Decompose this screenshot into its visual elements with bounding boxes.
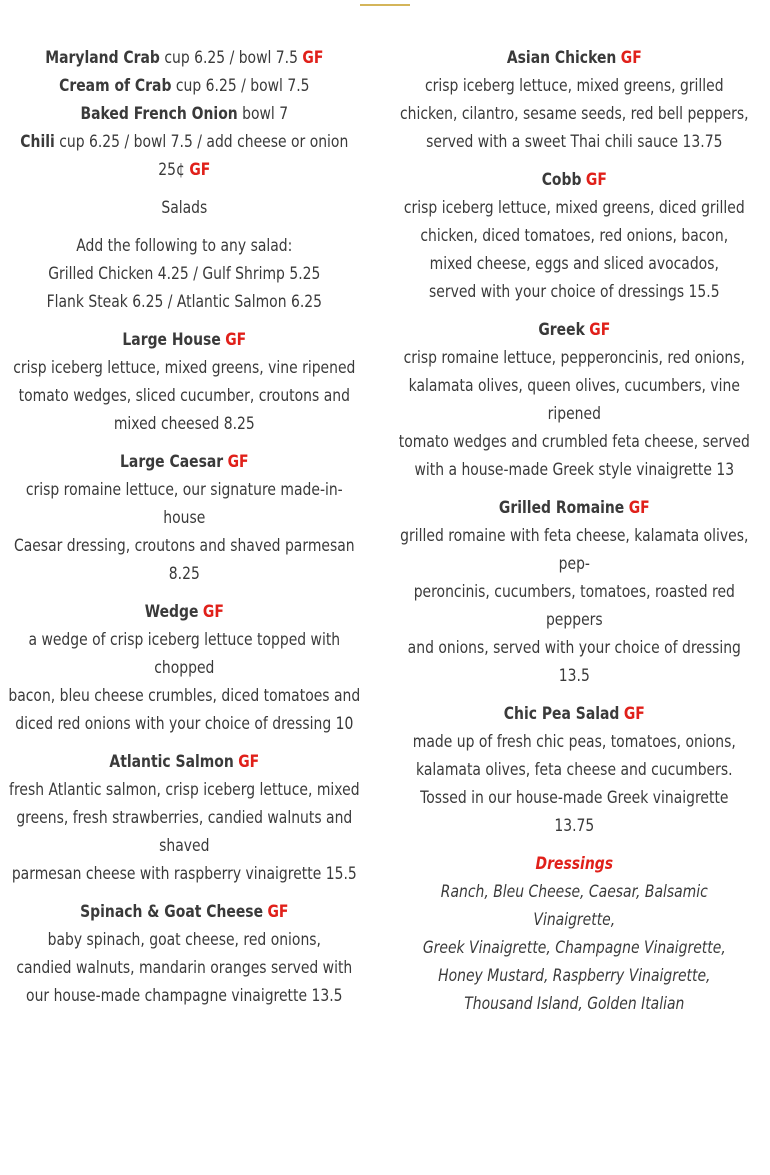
menu-item [398, 316, 751, 484]
menu-item-description: and onions, served with your choice of dressing 13.5 [407, 638, 741, 686]
menu-item-description: Tossed in our house-made Greek vinaigrette 13.75 [420, 788, 729, 836]
gluten-free-badge: GF [227, 452, 249, 472]
menu-item-description: kalamata olives, feta cheese and cucumbers. [416, 760, 733, 780]
addons-line: Grilled Chicken 4.25 / Gulf Shrimp 5.25 [48, 264, 321, 284]
gluten-free-badge: GF [585, 170, 607, 190]
soup-item [8, 100, 361, 128]
menu-item-description: greens, fresh strawberries, candied walnuts and shaved [16, 808, 353, 856]
salads-heading: Salads [161, 198, 208, 218]
menu-item-description: Caesar dressing, croutons and shaved parmesan 8.25 [13, 536, 355, 584]
salad-addons [8, 232, 361, 316]
menu-item-description: bacon, bleu cheese crumbles, diced tomatoes and [8, 686, 361, 706]
menu-item-description: with a house-made Greek style vinaigrette 13 [414, 460, 735, 480]
menu-item [8, 326, 361, 438]
menu-item-description: mixed cheese, eggs and sliced avocados, [429, 254, 719, 274]
menu-item-description: chicken, cilantro, sesame seeds, red bell peppers, [399, 104, 749, 124]
menu-item-description: parmesan cheese with raspberry vinaigrette 15.5 [11, 864, 357, 884]
menu-left-column [8, 44, 361, 1020]
menu-item-description: fresh Atlantic salmon, crisp iceberg lettuce, mixed [9, 780, 360, 800]
menu-item [8, 898, 361, 1010]
gluten-free-badge: GF [589, 320, 611, 340]
dressings-line: Greek Vinaigrette, Champagne Vinaigrette, [422, 938, 726, 958]
menu-item-name: Cobb [541, 170, 582, 190]
menu-item-description: served with a sweet Thai chili sauce 13.75 [426, 132, 723, 152]
gluten-free-badge: GF [189, 160, 211, 180]
menu-item-description: chicken, diced tomatoes, red onions, bacon, [420, 226, 729, 246]
menu-item [398, 494, 751, 690]
gluten-free-badge: GF [628, 498, 650, 518]
dressings-line: Honey Mustard, Raspberry Vinaigrette, [438, 966, 711, 986]
menu-item-name: Spinach & Goat Cheese [80, 902, 264, 922]
menu-item-description: served with your choice of dressings 15.5 [429, 282, 720, 302]
soup-name: Cream of Crab [59, 76, 172, 96]
dressings-line: Ranch, Bleu Cheese, Caesar, Balsamic Vinaigrette, [440, 882, 708, 930]
menu-item-description: baby spinach, goat cheese, red onions, [47, 930, 321, 950]
menu-item [398, 44, 751, 156]
soup-price: cup 6.25 / bowl 7.5 [164, 48, 298, 68]
gluten-free-badge: GF [620, 48, 642, 68]
top-divider [360, 4, 410, 6]
menu-item-name: Wedge [144, 602, 199, 622]
menu-item-name: Atlantic Salmon [109, 752, 234, 772]
menu-item-name: Greek [538, 320, 585, 340]
soup-price: cup 6.25 / bowl 7.5 / add cheese or onion 25¢ [59, 132, 349, 180]
soup-price: cup 6.25 / bowl 7.5 [175, 76, 310, 96]
menu-item-name: Large Caesar [120, 452, 224, 472]
addons-intro: Add the following to any salad: [76, 236, 293, 256]
gluten-free-badge: GF [267, 902, 289, 922]
soup-item [8, 72, 361, 100]
menu-item-description: a wedge of crisp iceberg lettuce topped with chopped [28, 630, 341, 678]
addons-line: Flank Steak 6.25 / Atlantic Salmon 6.25 [46, 292, 323, 312]
soup-price: bowl 7 [242, 104, 289, 124]
dressings-block [398, 850, 751, 1018]
menu-item-description: crisp romaine lettuce, pepperoncinis, red onions, [403, 348, 745, 368]
soups-block [8, 44, 361, 184]
soup-item [8, 44, 361, 72]
menu-item [8, 748, 361, 888]
menu-item-description: crisp romaine lettuce, our signature made-in-house [25, 480, 343, 528]
menu-item-description: crisp iceberg lettuce, mixed greens, diced grilled [403, 198, 745, 218]
menu-item-description: our house-made champagne vinaigrette 13.5 [26, 986, 343, 1006]
menu-item-description: peroncinis, cucumbers, tomatoes, roasted red peppers [413, 582, 735, 630]
menu-item-description: crisp iceberg lettuce, mixed greens, vine ripened [13, 358, 356, 378]
menu-item [8, 448, 361, 588]
menu-item [398, 700, 751, 840]
menu-item-description: made up of fresh chic peas, tomatoes, onions, [412, 732, 736, 752]
menu-item-description: grilled romaine with feta cheese, kalamata olives, pep- [400, 526, 749, 574]
dressings-title: Dressings [535, 854, 614, 874]
dressings-line: Thousand Island, Golden Italian [464, 994, 685, 1014]
menu-item-description: tomato wedges, sliced cucumber, croutons and mixed cheesed 8.25 [18, 386, 350, 434]
menu-item-description: diced red onions with your choice of dressing 10 [15, 714, 354, 734]
menu-item [8, 598, 361, 738]
menu-item-description: candied walnuts, mandarin oranges served with [16, 958, 353, 978]
gluten-free-badge: GF [302, 48, 324, 68]
soup-name: Maryland Crab [45, 48, 160, 68]
menu-item-name: Asian Chicken [506, 48, 617, 68]
menu-item-name: Chic Pea Salad [503, 704, 620, 724]
menu-item-description: crisp iceberg lettuce, mixed greens, grilled [425, 76, 724, 96]
menu-item-name: Grilled Romaine [498, 498, 625, 518]
gluten-free-badge: GF [225, 330, 247, 350]
gluten-free-badge: GF [202, 602, 224, 622]
gluten-free-badge: GF [238, 752, 260, 772]
menu-item-description: tomato wedges and crumbled feta cheese, served [398, 432, 750, 452]
soup-item [8, 128, 361, 184]
menu-item-description: kalamata olives, queen olives, cucumbers, vine ripened [408, 376, 740, 424]
soup-name: Chili [20, 132, 55, 152]
gluten-free-badge: GF [623, 704, 645, 724]
menu-item-name: Large House [122, 330, 221, 350]
menu-right-column [398, 44, 751, 1028]
soup-name: Baked French Onion [80, 104, 238, 124]
menu-item [398, 166, 751, 306]
